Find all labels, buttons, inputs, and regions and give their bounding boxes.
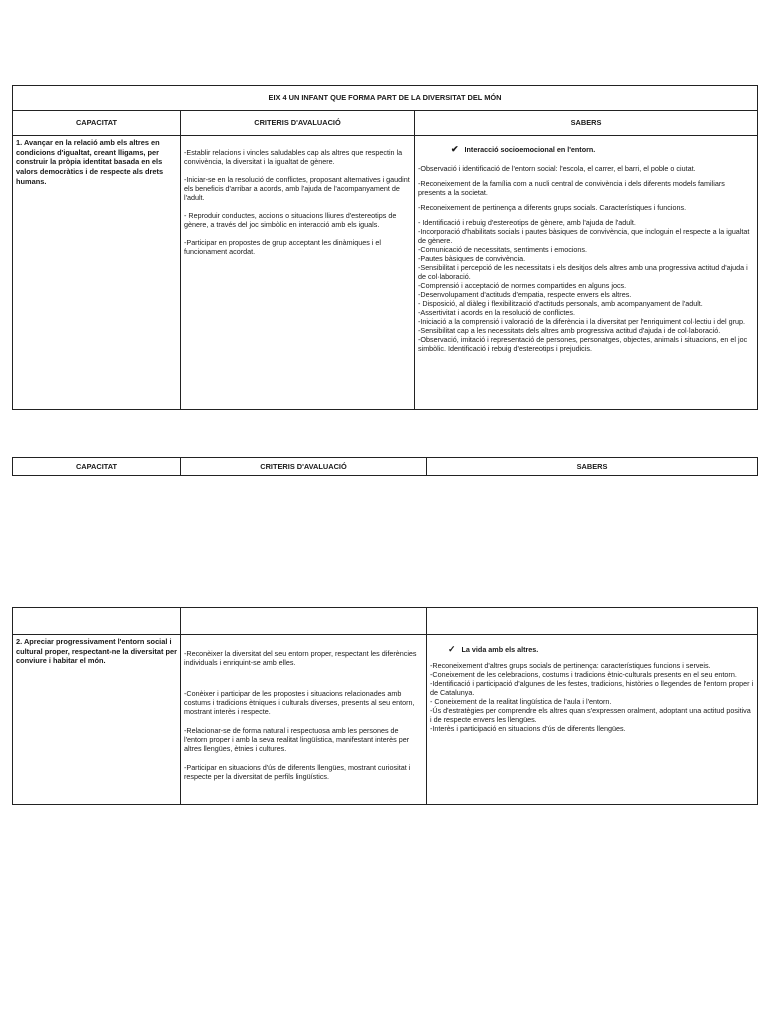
header-criteris: CRITERIS D'AVALUACIÓ xyxy=(181,111,415,136)
sabers-heading xyxy=(448,644,754,655)
check-icon: ✔ xyxy=(451,144,459,154)
criteri-item: -Reconèixer la diversitat del seu entorn proper, respectant les diferències individuals i enriquint-se amb elles. xyxy=(184,649,417,667)
criteris-cell xyxy=(181,136,415,410)
check-icon: ✓ xyxy=(448,644,456,654)
criteri-item: -Participar en situacions d'ús de diferents llengües, mostrant curiositat i respecte per la diversitat de perfils lingüístics. xyxy=(184,763,411,781)
criteri-item: - Reproduir conductes, accions o situacions lliures d'estereotips de gènere, a través del joc simbòlic en interacció amb els iguals. xyxy=(184,211,397,229)
saber-item: -Reconeixement d'altres grups socials de pertinença: característiques funcions i serveis. xyxy=(430,661,711,671)
saber-item: -Reconeixement de la família com a nucli central de convivència i dels diferents models familiars presents a la societat. xyxy=(418,179,725,198)
sabers-heading xyxy=(451,144,754,155)
sabers-cell xyxy=(427,635,758,805)
header-capacitat: CAPACITAT xyxy=(13,458,181,476)
empty-cell xyxy=(181,608,427,635)
criteri-item: -Participar en propostes de grup acceptant les dinàmiques i el funcionament acordat. xyxy=(184,238,381,256)
table-title: EIX 4 UN INFANT QUE FORMA PART DE LA DIVERSITAT DEL MÓN xyxy=(13,86,758,111)
saber-item: -Observació, imitació i representació de persones, personatges, objectes, animals i situacions, en el joc simbòlic. Identificació i rebuig d'estereotips i prejudicis. xyxy=(418,335,748,354)
capacitat-cell: 2. Apreciar progressivament l'entorn social i cultural proper, respectant-ne la diversitat per conviure i habitar el món. xyxy=(13,635,181,805)
saber-item: -Comprensió i acceptació de normes compartides en alguns jocs. xyxy=(418,281,627,291)
sabers-heading-text: Interacció socioemocional en l'entorn. xyxy=(464,145,596,155)
saber-item: -Reconeixement de pertinença a diferents grups socials. Característiques i funcions. xyxy=(418,203,687,213)
saber-item: - Identificació i rebuig d'estereotips de gènere, amb l'ajuda de l'adult. xyxy=(418,218,636,228)
saber-item: -Assertivitat i acords en la resolució de conflictes. xyxy=(418,308,575,318)
saber-item: -Observació i identificació de l'entorn social: l'escola, el carrer, el barri, el poble o ciutat. xyxy=(418,164,696,174)
sabers-cell xyxy=(415,136,758,410)
saber-item: -Sensibilitat i percepció de les necessitats i els desitjos dels altres amb una progressiva actitud d'ajuda i de col·laboració. xyxy=(418,263,748,282)
header-sabers: SABERS xyxy=(415,111,758,136)
saber-item: -Ús d'estratègies per comprendre els altres quan s'expressen oralment, adoptant una actitud positiva i de respecte envers les llengües. xyxy=(430,706,751,725)
table-header-only xyxy=(12,457,758,476)
criteris-cell xyxy=(181,635,427,805)
header-sabers: SABERS xyxy=(427,458,758,476)
saber-item: - Disposició, al diàleg i flexibilització d'actituds personals, amb acompanyament de l'adult. xyxy=(418,299,703,309)
criteri-item: -Establir relacions i vincles saludables cap als altres que respectin la convivència, la diversitat i la igualtat de gènere. xyxy=(184,148,403,166)
empty-cell xyxy=(13,608,181,635)
saber-item: -Sensibilitat cap a les necessitats dels altres amb progressiva actitud d'ajuda i de col·laboració. xyxy=(418,326,721,336)
saber-item: -Iniciació a la comprensió i valoració de la diferència i la diversitat per l'enriquiment col·lectiu i del grup. xyxy=(418,317,745,327)
saber-item: -Coneixement de les celebracions, costums i tradicions ètnic-culturals presents en el seu entorn. xyxy=(430,670,737,680)
saber-item: - Coneixement de la realitat lingüística de l'aula i l'entorn. xyxy=(430,697,612,707)
saber-item: -Identificació i participació d'algunes de les festes, tradicions, històries o llegendes de l'entorn proper i de Catalunya. xyxy=(430,679,754,698)
header-criteris: CRITERIS D'AVALUACIÓ xyxy=(181,458,427,476)
table-eix4-capacitat1 xyxy=(12,85,758,410)
sabers-heading-text: La vida amb els altres. xyxy=(461,645,539,655)
saber-item: -Pautes bàsiques de convivència. xyxy=(418,254,526,264)
table-capacitat2 xyxy=(12,607,758,805)
criteri-item: -Relacionar-se de forma natural i respectuosa amb les persones de l'entorn proper i amb la seva realitat lingüística, manifestant interès per altres llengües, ètnies i cultures. xyxy=(184,726,410,753)
capacitat-cell: 1. Avançar en la relació amb els altres en condicions d'igualtat, creant lligams, per construir la pròpia identitat basada en els valors democràtics i de respecte als drets humans. xyxy=(13,136,181,410)
header-capacitat: CAPACITAT xyxy=(13,111,181,136)
criteri-item: -Conèixer i participar de les propostes i situacions relacionades amb costums i tradicions ètniques i culturals diverses, presents al seu entorn, mostrant interès i respecte. xyxy=(184,689,415,716)
empty-cell xyxy=(427,608,758,635)
criteri-item: -Iniciar-se en la resolució de conflictes, proposant alternatives i gaudint els beneficis d'arribar a acords, amb l'ajuda de l'acompanyament de l'adult. xyxy=(184,175,410,202)
saber-item: -Desenvolupament d'actituds d'empatia, respecte envers els altres. xyxy=(418,290,632,300)
saber-item: -Incorporació d'habilitats socials i pautes bàsiques de convivència, que incloguin el respecte a la igualtat de gènere. xyxy=(418,227,750,246)
saber-item: -Comunicació de necessitats, sentiments i emocions. xyxy=(418,245,587,255)
saber-item: -Interès i participació en situacions d'ús de diferents llengües. xyxy=(430,724,626,734)
